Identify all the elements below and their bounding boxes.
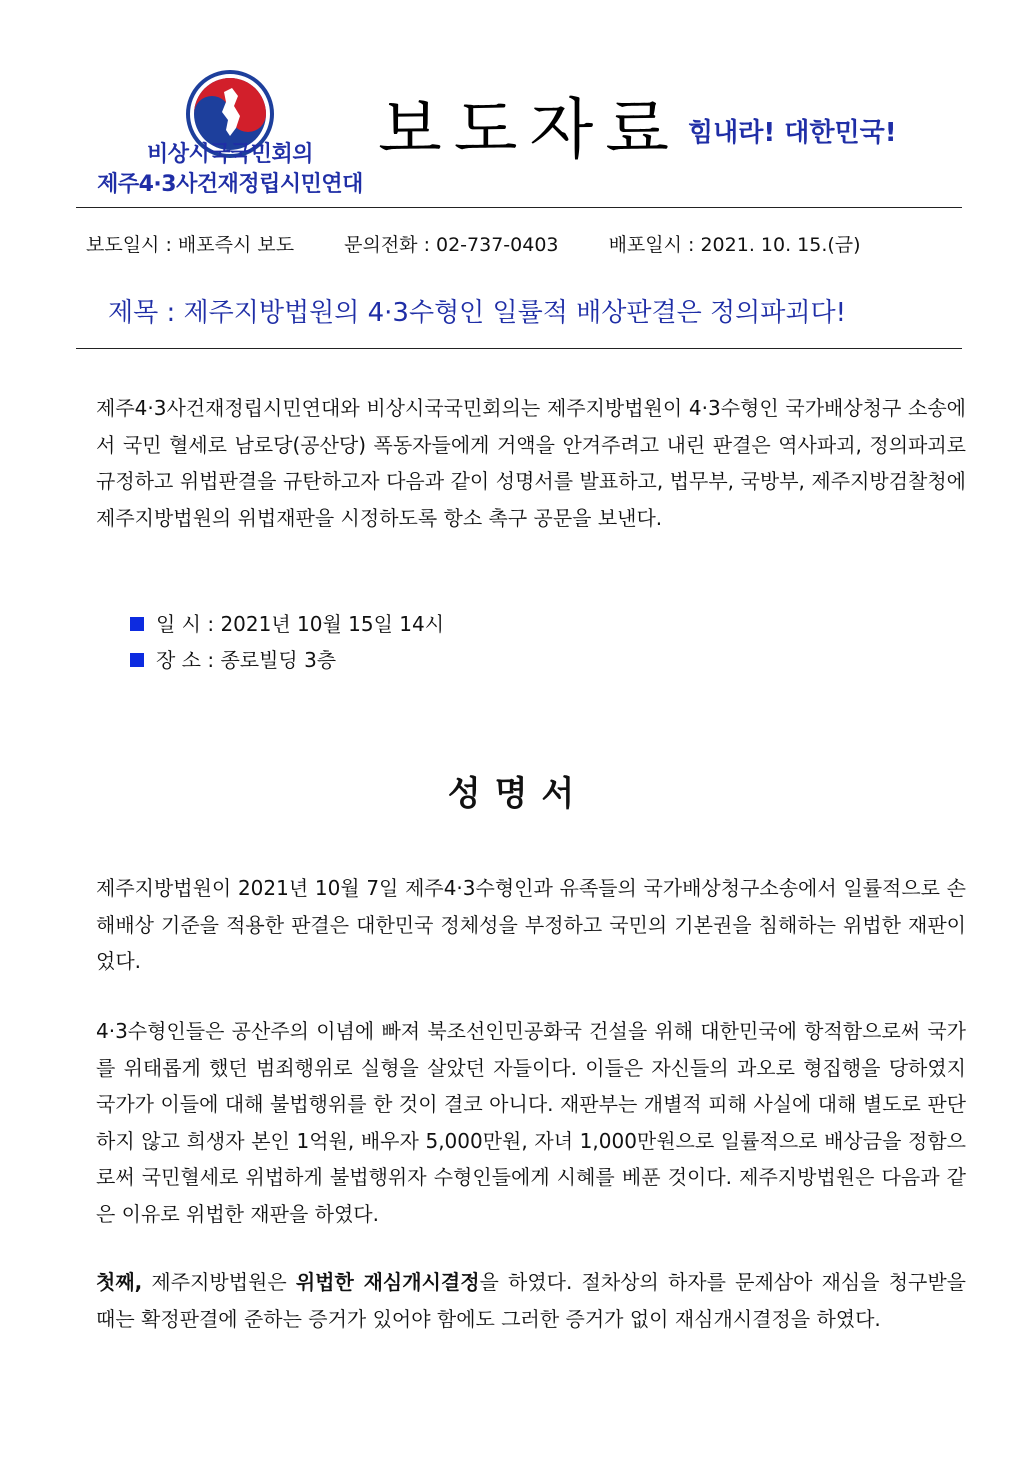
subject-line: 제목 : 제주지방법원의 4·3수형인 일률적 배상판결은 정의파괴다! [108, 298, 847, 328]
square-bullet-icon [130, 653, 144, 667]
statement-title: 성명서 [447, 774, 589, 814]
detail-time [130, 606, 444, 642]
event-details [130, 606, 444, 678]
org-names [60, 140, 400, 200]
org-name-2: 제주4·3사건재정립시민연대 [97, 172, 363, 197]
report-date: 보도일시 : 배포즉시 보도 [86, 234, 295, 256]
info-line [86, 230, 966, 257]
distribution-date: 배포일시 : 2021. 10. 15.(금) [608, 234, 861, 256]
body-paragraph-3 [96, 1264, 966, 1337]
p3-bold-phrase: 위법한 재심개시결정 [295, 1270, 480, 1294]
slogan: 힘내라! 대한민국! [688, 118, 897, 148]
p3-text-b: 을 하였다. 절차상의 하자를 문제삼아 재심을 청구받을 때는 확정판결에 준하는 증거가 있어야 함에도 그러한 증거가 없이 재심개시결정을 하였다. [96, 1270, 966, 1331]
top-divider [76, 207, 962, 208]
square-bullet-icon [130, 617, 144, 631]
body-paragraph-1: 제주지방법원이 2021년 10월 7일 제주4·3수형인과 유족들의 국가배상청구소송에서 일률적으로 손해배상 기준을 적용한 판결은 대한민국 정체성을 부정하고 국민의 기본권을 침해하는 위법한 재판이었다. [96, 876, 966, 973]
contact-phone: 문의전화 : 02-737-0403 [344, 234, 559, 256]
detail-place-text: 장 소 : 종로빌딩 3층 [156, 648, 337, 672]
subject-divider [76, 348, 962, 349]
intro-paragraph: 제주4·3사건재정립시민연대와 비상시국국민회의는 제주지방법원이 4·3수형인 국가배상청구 소송에서 국민 혈세로 남로당(공산당) 폭동자들에게 거액을 안겨주려고 내린 판결은 역사파괴, 정의파괴로 규정하고 위법판결을 규탄하고자 다음과 같이 성명서를 발표하고, 법무부, 국방부, 제주지방검찰청에 제주지방법원의 위법재판을 시정하도록 항소 촉구 공문을 보낸다. [96, 396, 966, 530]
first-point-label: 첫째, [96, 1270, 143, 1294]
org-name-1: 비상시국국민회의 [146, 142, 314, 167]
body-paragraph-2: 4·3수형인들은 공산주의 이념에 빠져 북조선인민공화국 건설을 위해 대한민국에 항적함으로써 국가를 위태롭게 했던 범죄행위로 실형을 살았던 자들이다. 이들은 자신들의 과오로 형집행을 당하였지 국가가 이들에 대해 불법행위를 한 것이 결코 아니다. 재판부는 개별적 피해 사실에 대해 별도로 판단하지 않고 희생자 본인 1억원, 배우자 5,000만원, 자녀 1,000만원으로 일률적으로 배상금을 정함으로써 국민혈세로 위법하게 불법행위자 수형인들에게 시혜를 베푼 것이다. 제주지방법원은 다음과 같은 이유로 위법한 재판을 하였다. [96, 1019, 966, 1226]
detail-place [130, 642, 444, 678]
p3-text-a: 제주지방법원은 [142, 1270, 296, 1294]
detail-time-text: 일 시 : 2021년 10월 15일 14시 [156, 612, 445, 636]
press-release-title: 보도자료 [378, 91, 682, 168]
